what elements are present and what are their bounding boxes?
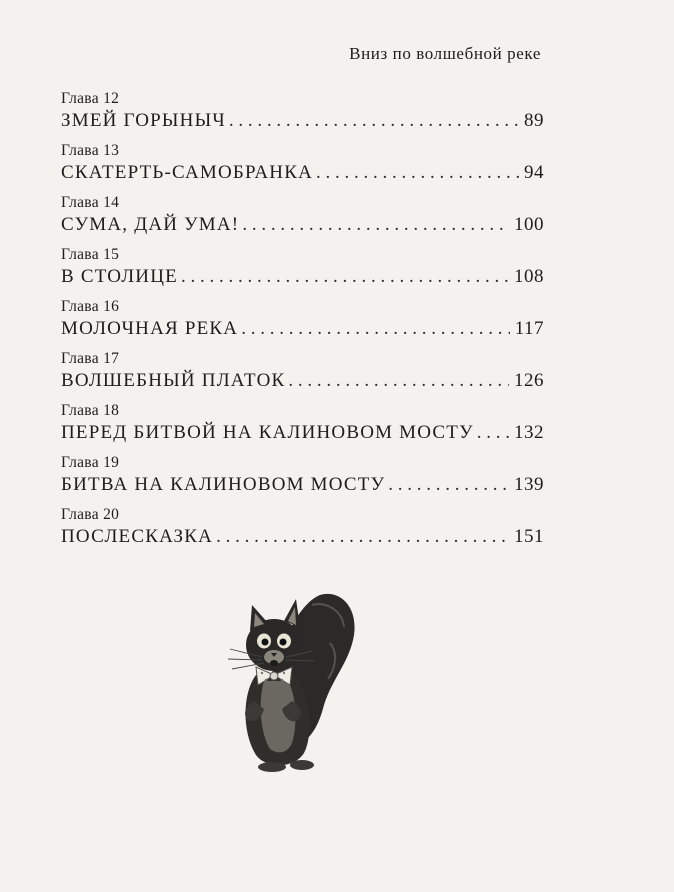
toc-title-line [61,370,544,392]
toc-entry [61,246,544,298]
chapter-label: Глава 20 [61,506,120,523]
chapter-title: ПЕРЕД БИТВОЙ НА КАЛИНОВОМ МОСТУ [61,422,474,443]
page-number: 139 [514,474,544,495]
chapter-label: Глава 15 [61,246,120,263]
chapter-title: СУМА, ДАЙ УМА! [61,214,240,235]
chapter-label: Глава 18 [61,402,120,419]
toc-entry [61,194,544,246]
toc-title-line [61,422,544,444]
page-number: 117 [514,318,544,339]
page-number: 89 [524,110,544,131]
dot-leader [241,318,510,340]
chapter-label: Глава 19 [61,454,120,471]
dot-leader [316,162,519,184]
dot-leader [242,214,509,236]
chapter-title: В СТОЛИЦЕ [61,266,178,287]
toc-title-line [61,214,544,236]
table-of-contents [61,90,544,558]
toc-entry [61,90,544,142]
page-number: 151 [514,526,544,547]
chapter-title: МОЛОЧНАЯ РЕКА [61,318,239,339]
toc-title-line [61,162,544,184]
dot-leader [388,474,509,496]
chapter-title: ПОСЛЕСКАЗКА [61,526,214,547]
chapter-label: Глава 13 [61,142,120,159]
dot-leader [288,370,509,392]
chapter-label: Глава 12 [61,90,120,107]
dot-leader [216,526,509,548]
running-head: Вниз по волшебной реке [349,44,541,63]
page-number: 108 [514,266,544,287]
chapter-title: ВОЛШЕБНЫЙ ПЛАТОК [61,370,286,391]
dot-leader [229,110,519,132]
chapter-label: Глава 14 [61,194,120,211]
toc-entry [61,350,544,402]
dot-leader [181,266,509,288]
toc-entry [61,506,544,558]
page-number: 132 [514,422,544,443]
dot-leader [477,422,509,444]
toc-title-line [61,110,544,132]
cat-with-bow-icon [212,583,362,781]
toc-entry [61,402,544,454]
chapter-title: БИТВА НА КАЛИНОВОМ МОСТУ [61,474,386,495]
toc-entry [61,454,544,506]
page-number: 126 [514,370,544,391]
toc-title-line [61,266,544,288]
toc-title-line [61,526,544,548]
chapter-title: СКАТЕРТЬ-САМОБРАНКА [61,162,313,183]
chapter-title: ЗМЕЙ ГОРЫНЫЧ [61,110,226,131]
toc-title-line [61,318,544,340]
chapter-label: Глава 16 [61,298,120,315]
toc-entry [61,298,544,350]
page-number: 100 [514,214,544,235]
toc-entry [61,142,544,194]
chapter-label: Глава 17 [61,350,120,367]
toc-title-line [61,474,544,496]
page-number: 94 [524,162,544,183]
